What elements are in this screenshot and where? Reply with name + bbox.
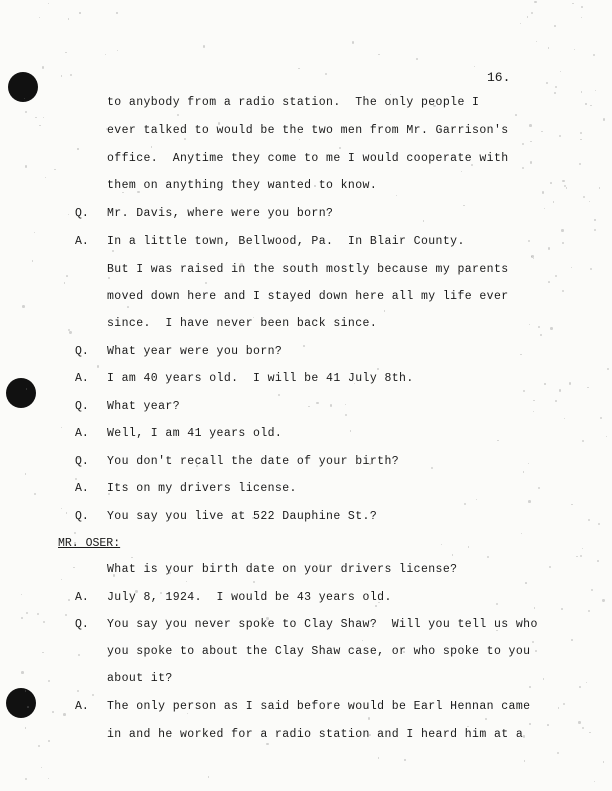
scan-speck	[135, 590, 137, 592]
scan-speck	[527, 16, 528, 17]
scan-speck	[68, 18, 69, 19]
scan-speck	[41, 767, 42, 768]
scan-speck	[390, 94, 391, 95]
scan-speck	[299, 139, 300, 140]
scan-speck	[533, 400, 534, 401]
scan-speck	[581, 6, 583, 8]
scan-speck	[266, 743, 268, 745]
speaker-label: MR. OSER:	[58, 537, 121, 550]
scan-speck	[35, 117, 37, 119]
scan-speck	[177, 114, 179, 116]
transcript-line: What year?	[107, 400, 181, 413]
scan-speck	[303, 345, 305, 347]
scan-speck	[66, 275, 68, 277]
scan-speck	[590, 105, 591, 106]
scan-speck	[548, 247, 551, 250]
transcript-line: You say you never spoke to Clay Shaw? Will you tell us who	[107, 618, 538, 631]
scan-speck	[43, 117, 45, 119]
scan-speck	[586, 682, 587, 683]
scan-speck	[314, 185, 315, 186]
scan-speck	[52, 711, 54, 713]
scan-speck	[522, 167, 524, 169]
transcript-line: July 8, 1924. I would be 43 years old.	[107, 591, 392, 604]
scan-speck	[558, 707, 559, 708]
scan-speck	[562, 242, 564, 244]
transcript-line: Well, I am 41 years old.	[107, 427, 283, 440]
scan-speck	[599, 187, 601, 189]
scan-speck	[557, 752, 559, 754]
scan-speck	[77, 456, 80, 459]
scan-speck	[308, 406, 309, 407]
scan-speck	[607, 368, 609, 370]
scan-speck	[550, 327, 552, 329]
scan-speck	[578, 721, 580, 723]
scan-speck	[42, 66, 44, 68]
scan-speck	[169, 572, 171, 574]
scan-speck	[25, 727, 27, 729]
qa-label: A.	[75, 482, 89, 495]
scan-speck	[61, 75, 63, 77]
transcript-line: since. I have never been back since.	[107, 317, 378, 330]
scan-speck	[522, 143, 524, 145]
scan-speck	[77, 690, 79, 692]
scan-speck	[25, 473, 27, 475]
scan-speck	[339, 147, 341, 149]
scan-speck	[316, 402, 318, 404]
scan-speck	[602, 599, 604, 601]
transcript-line: office. Anytime they come to me I would cooperate with	[107, 152, 509, 165]
scan-speck	[330, 404, 332, 406]
scan-speck	[151, 146, 153, 148]
scan-speck	[61, 427, 62, 428]
scan-speck	[476, 499, 477, 500]
scan-speck	[555, 275, 557, 277]
scan-speck	[533, 411, 534, 412]
scan-speck	[48, 740, 50, 742]
scan-speck	[298, 68, 300, 70]
scan-speck	[554, 25, 556, 27]
transcript-line: In a little town, Bellwood, Pa. In Blair County.	[107, 235, 465, 248]
scan-speck	[25, 165, 27, 167]
qa-label: Q.	[75, 400, 89, 413]
scan-speck	[521, 533, 522, 534]
scan-speck	[591, 589, 593, 591]
scan-speck	[579, 163, 581, 165]
scan-speck	[529, 124, 532, 127]
scan-speck	[39, 17, 40, 18]
scan-speck	[497, 440, 498, 441]
scan-speck	[79, 12, 80, 13]
scan-speck	[74, 542, 75, 543]
scan-speck	[122, 192, 124, 194]
scan-speck	[404, 759, 405, 760]
scan-speck	[520, 354, 522, 356]
scan-speck	[523, 390, 525, 392]
transcript-line: moved down here and I stayed down here all my life ever	[107, 290, 509, 303]
scan-speck	[588, 519, 590, 521]
scan-speck	[54, 169, 55, 170]
scan-speck	[542, 191, 544, 193]
scan-speck	[582, 727, 584, 729]
scan-speck	[540, 334, 542, 336]
scan-speck	[26, 612, 28, 614]
qa-label: A.	[75, 372, 89, 385]
scan-speck	[588, 610, 590, 612]
scan-speck	[550, 182, 552, 184]
scan-speck	[529, 324, 530, 325]
scan-speck	[530, 141, 531, 142]
scan-speck	[535, 650, 537, 652]
qa-label: Q.	[75, 455, 89, 468]
scan-speck	[26, 388, 27, 389]
scan-speck	[423, 220, 425, 222]
scan-speck	[252, 517, 254, 519]
scan-speck	[362, 640, 364, 642]
page-number: 16.	[487, 70, 511, 85]
scan-speck	[587, 387, 588, 388]
scan-speck	[571, 267, 572, 268]
scan-speck	[594, 781, 595, 782]
scan-speck	[70, 74, 72, 76]
scan-speck	[528, 500, 531, 503]
scan-speck	[468, 546, 469, 547]
scan-speck	[186, 581, 187, 582]
scan-speck	[562, 290, 564, 292]
scan-speck	[345, 414, 347, 416]
scan-speck	[553, 201, 554, 202]
scan-speck	[105, 54, 106, 55]
scan-speck	[606, 436, 608, 438]
scan-speck	[464, 503, 466, 505]
scan-speck	[266, 617, 268, 619]
scan-speck	[536, 41, 537, 42]
scan-speck	[582, 548, 583, 549]
scan-speck	[42, 652, 44, 654]
scan-speck	[529, 686, 531, 688]
scan-speck	[574, 49, 575, 50]
scan-speck	[487, 556, 489, 558]
scan-speck	[108, 277, 110, 279]
scan-speck	[65, 52, 66, 53]
qa-label: Q.	[75, 618, 89, 631]
scan-speck	[543, 678, 545, 680]
scan-speck	[597, 560, 599, 562]
scan-speck	[598, 523, 601, 526]
scan-speck	[66, 512, 68, 514]
scan-speck	[431, 467, 433, 469]
scan-speck	[61, 579, 62, 580]
scan-speck	[531, 255, 533, 257]
scan-speck	[560, 71, 561, 72]
scan-speck	[116, 12, 117, 13]
scan-speck	[69, 331, 71, 333]
scan-speck	[384, 310, 385, 311]
scan-speck	[21, 594, 23, 596]
scan-speck	[109, 351, 111, 353]
scan-speck	[549, 566, 551, 568]
transcript-line: Mr. Davis, where were you born?	[107, 207, 334, 220]
scan-speck	[485, 718, 487, 720]
transcript-line: You don't recall the date of your birth?	[107, 455, 400, 468]
scan-speck	[27, 706, 29, 708]
scan-speck	[579, 686, 581, 688]
qa-label: Q.	[75, 510, 89, 523]
scan-speck	[75, 478, 77, 480]
scan-speck	[582, 440, 585, 443]
scan-speck	[39, 125, 40, 126]
scan-speck	[571, 639, 573, 641]
transcript-line: to anybody from a radio station. The only people I	[107, 96, 480, 109]
scan-speck	[352, 41, 354, 43]
scan-speck	[416, 58, 418, 60]
qa-label: Q.	[75, 207, 89, 220]
scan-speck	[278, 394, 280, 396]
scan-speck	[25, 778, 27, 780]
scan-speck	[559, 389, 562, 392]
scan-speck	[564, 185, 566, 187]
scan-speck	[571, 504, 573, 506]
scan-speck	[538, 326, 540, 328]
scan-speck	[603, 761, 604, 762]
scan-speck	[559, 135, 561, 137]
scan-speck	[350, 430, 351, 431]
scan-speck	[528, 240, 530, 242]
scan-speck	[524, 760, 525, 761]
scan-speck	[515, 114, 517, 116]
scan-speck	[64, 282, 65, 283]
scan-speck	[345, 404, 346, 405]
scan-speck	[534, 1, 536, 3]
scan-speck	[581, 91, 582, 92]
scan-speck	[97, 365, 99, 367]
scan-speck	[528, 463, 529, 464]
scan-speck	[403, 651, 405, 653]
scan-speck	[77, 148, 78, 149]
scan-speck	[555, 86, 557, 88]
scan-speck	[520, 23, 521, 24]
scan-speck	[74, 532, 76, 534]
scan-speck	[45, 177, 46, 178]
transcript-line: Its on my drivers license.	[107, 482, 297, 495]
scan-speck	[531, 12, 534, 15]
transcript-line: in and he worked for a radio station and I heard him at a	[107, 728, 524, 741]
scan-speck	[554, 92, 556, 94]
scan-speck	[369, 734, 371, 736]
scan-speck	[461, 171, 462, 172]
scan-speck	[378, 602, 379, 603]
scan-speck	[184, 138, 187, 141]
scan-speck	[92, 694, 94, 696]
scan-speck	[562, 180, 565, 183]
scan-speck	[590, 268, 592, 270]
scan-speck	[534, 607, 536, 609]
scan-speck	[218, 122, 220, 124]
transcript-line: about it?	[107, 672, 173, 685]
transcript-line: I am 40 years old. I will be 41 July 8th.	[107, 372, 414, 385]
scan-speck	[396, 195, 397, 196]
scan-speck	[34, 232, 35, 233]
scan-speck	[61, 508, 62, 509]
scan-speck	[563, 703, 566, 706]
scan-speck	[48, 680, 50, 682]
scan-speck	[463, 205, 465, 207]
scan-speck	[21, 617, 23, 619]
scan-speck	[594, 219, 595, 220]
qa-label: A.	[75, 591, 89, 604]
scan-speck	[43, 621, 45, 623]
scan-speck	[73, 567, 75, 569]
scan-speck	[548, 281, 550, 283]
scan-speck	[203, 45, 206, 48]
scan-speck	[319, 564, 322, 567]
scan-speck	[533, 258, 534, 259]
transcript-line: you spoke to about the Clay Shaw case, or who spoke to you	[107, 645, 531, 658]
scan-speck	[580, 555, 582, 557]
scan-speck	[530, 161, 532, 163]
scan-speck	[375, 605, 377, 607]
scan-speck	[37, 613, 39, 615]
scan-speck	[564, 418, 565, 419]
qa-label: A.	[75, 700, 89, 713]
transcript-line: What year were you born?	[107, 345, 283, 358]
scan-speck	[113, 574, 115, 576]
scan-speck	[205, 282, 207, 284]
scan-speck	[561, 608, 563, 610]
scan-speck	[377, 368, 379, 370]
scan-speck	[555, 400, 557, 402]
scan-speck	[572, 3, 574, 5]
scan-speck	[452, 554, 454, 556]
scan-speck	[546, 82, 548, 84]
scan-speck	[523, 735, 525, 737]
scan-speck	[34, 493, 36, 495]
scan-speck	[325, 73, 327, 75]
scan-speck	[441, 544, 442, 545]
scan-speck	[240, 263, 243, 266]
scan-speck	[48, 778, 49, 779]
scan-speck	[593, 54, 596, 57]
scan-speck	[208, 776, 210, 778]
transcript-line: You say you live at 522 Dauphine St.?	[107, 510, 378, 523]
scan-speck	[378, 54, 380, 56]
scan-speck	[65, 614, 67, 616]
scan-speck	[496, 603, 498, 605]
scan-speck	[32, 260, 33, 261]
scan-speck	[112, 250, 115, 253]
scan-speck	[368, 717, 370, 719]
transcript-line: The only person as I said before would be Earl Hennan came	[107, 700, 531, 713]
scan-speck	[594, 229, 596, 231]
transcript-line: But I was raised in the south mostly because my parents	[107, 263, 509, 276]
scan-speck	[378, 757, 379, 758]
scan-speck	[127, 306, 129, 308]
scan-speck	[529, 723, 531, 725]
scan-speck	[68, 214, 69, 215]
scan-speck	[22, 305, 25, 308]
qa-label: A.	[75, 235, 89, 248]
scan-speck	[137, 191, 139, 193]
scan-speck	[532, 641, 534, 643]
scan-speck	[561, 229, 563, 231]
binder-hole-icon	[6, 378, 36, 408]
scan-speck	[589, 732, 590, 733]
scan-speck	[301, 183, 302, 184]
scan-speck	[576, 556, 577, 557]
scan-speck	[523, 471, 524, 472]
scan-speck	[600, 417, 602, 419]
scan-speck	[433, 105, 435, 107]
scan-speck	[165, 619, 167, 621]
scan-speck	[538, 487, 540, 489]
scan-speck	[63, 713, 66, 716]
scan-speck	[38, 745, 40, 747]
scan-speck	[595, 90, 596, 91]
binder-hole-icon	[6, 688, 36, 718]
scan-speck	[569, 382, 571, 384]
scan-speck	[583, 196, 585, 198]
scan-speck	[544, 208, 545, 209]
transcript-line: them on anything they wanted to know.	[107, 179, 378, 192]
scan-speck	[496, 630, 497, 631]
scan-speck	[25, 111, 27, 113]
scan-speck	[253, 581, 255, 583]
scan-speck	[585, 103, 586, 104]
scan-speck	[525, 582, 527, 584]
scan-speck	[369, 463, 370, 464]
scan-speck	[471, 164, 473, 166]
scan-speck	[580, 139, 582, 141]
scan-speck	[589, 201, 591, 203]
scan-speck	[131, 557, 132, 558]
scan-speck	[603, 118, 605, 120]
scan-speck	[566, 187, 568, 189]
transcript-line: ever talked to would be the two men from Mr. Garrison's	[107, 124, 509, 137]
scan-speck	[581, 17, 582, 18]
scan-speck	[48, 3, 49, 4]
scan-speck	[78, 654, 80, 656]
scan-speck	[474, 66, 476, 68]
scan-speck	[580, 132, 582, 134]
qa-label: Q.	[75, 345, 89, 358]
scan-speck	[21, 671, 24, 674]
transcript-line: What is your birth date on your drivers license?	[107, 563, 458, 576]
scan-speck	[117, 50, 118, 51]
scan-speck	[541, 131, 543, 133]
scan-speck	[548, 47, 549, 48]
qa-label: A.	[75, 427, 89, 440]
scan-speck	[547, 724, 549, 726]
scan-speck	[68, 599, 70, 601]
